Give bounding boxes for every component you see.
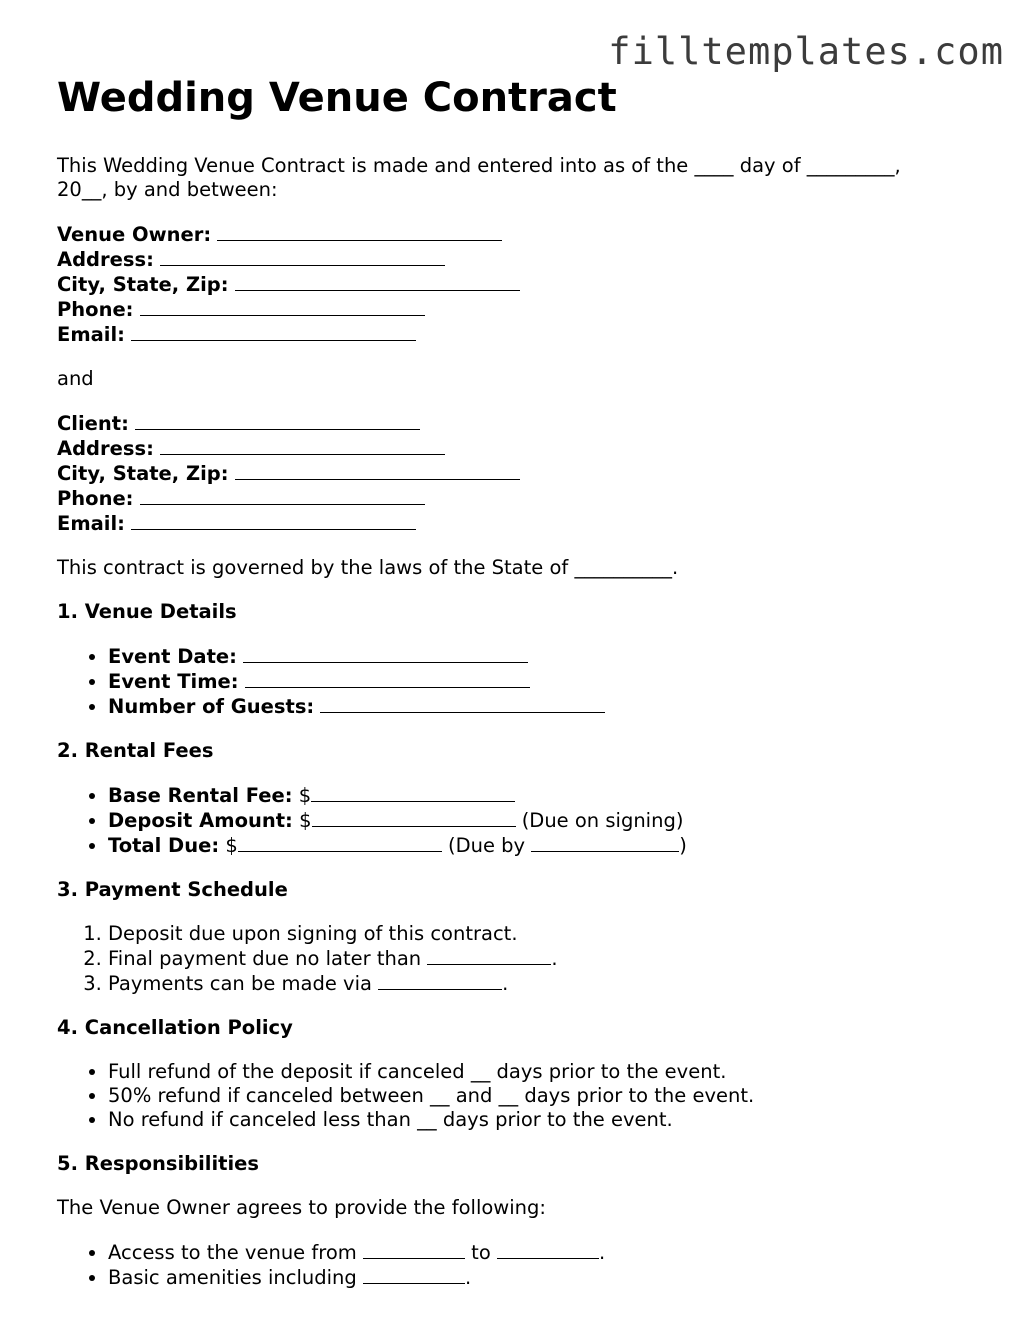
- owner-phone-label: Phone:: [57, 298, 134, 321]
- owner-address-label: Address:: [57, 248, 154, 271]
- payment-item-1-text: Deposit due upon signing of this contract.: [108, 922, 518, 945]
- intro-text-1: This Wedding Venue Contract is made and entered into as of the: [57, 154, 689, 177]
- section-5-heading: 5. Responsibilities: [57, 1152, 259, 1175]
- intro-month-blank: _________: [806, 154, 895, 177]
- cancel-2-text: 50% refund if canceled between: [108, 1084, 424, 1107]
- and-text: and: [57, 367, 94, 390]
- governing-law-end: .: [671, 556, 679, 579]
- event-time-blank[interactable]: [245, 669, 530, 688]
- payment-item-2-end: .: [551, 947, 558, 970]
- governing-law-paragraph: [57, 556, 1007, 580]
- responsibility-item-2: [108, 1265, 1007, 1290]
- responsibility-1-text: Access to the venue from: [108, 1241, 357, 1264]
- client-email-field: [57, 511, 1007, 536]
- responsibility-1-end: .: [598, 1241, 606, 1264]
- base-fee-blank[interactable]: [311, 783, 515, 802]
- client-email-label: Email:: [57, 512, 125, 535]
- document-body: [57, 72, 1007, 1310]
- cancel-2-text-c: days prior to the event.: [524, 1084, 755, 1107]
- watermark: filltemplates.com: [608, 30, 1004, 73]
- guests-blank[interactable]: [320, 694, 605, 713]
- total-due-item: [108, 833, 1007, 858]
- cancellation-list: [57, 1060, 1007, 1132]
- governing-law-state-blank[interactable]: __________: [574, 556, 672, 579]
- intro-day-blank: ____: [694, 154, 734, 177]
- payment-item-2-text: Final payment due no later than: [108, 947, 422, 970]
- rental-fees-list: [57, 783, 1007, 858]
- responsibility-2-text: Basic amenities including: [108, 1266, 357, 1289]
- venue-owner-block: [57, 222, 1007, 347]
- client-name-blank[interactable]: [135, 411, 420, 430]
- section-4-heading: 4. Cancellation Policy: [57, 1016, 293, 1039]
- section-3-heading: 3. Payment Schedule: [57, 878, 288, 901]
- total-due-label: Total Due:: [108, 834, 220, 857]
- owner-address-field: [57, 247, 1007, 272]
- client-phone-field: [57, 486, 1007, 511]
- section-1-heading: 1. Venue Details: [57, 600, 237, 623]
- payment-item-3: [108, 971, 1007, 996]
- total-due-note-open: (Due by: [447, 834, 526, 857]
- payment-schedule-list: [57, 922, 1007, 996]
- base-fee-label: Base Rental Fee:: [108, 784, 293, 807]
- responsibility-2-end: .: [464, 1266, 472, 1289]
- total-due-blank[interactable]: [238, 833, 442, 852]
- cancel-2-blank-2[interactable]: __: [498, 1084, 519, 1107]
- amenities-blank[interactable]: [363, 1265, 465, 1284]
- responsibilities-intro: The Venue Owner agrees to provide the following:: [57, 1196, 546, 1219]
- owner-name-label: Venue Owner:: [57, 223, 212, 246]
- client-phone-blank[interactable]: [140, 486, 425, 505]
- client-address-blank[interactable]: [160, 436, 445, 455]
- total-due-date-blank[interactable]: [531, 833, 679, 852]
- payment-item-3-text: Payments can be made via: [108, 972, 372, 995]
- cancel-1-text: Full refund of the deposit if canceled: [108, 1060, 465, 1083]
- payment-item-2: [108, 946, 1007, 971]
- event-time-item: [108, 669, 1007, 694]
- deposit-label: Deposit Amount:: [108, 809, 293, 832]
- owner-name-field: [57, 222, 1007, 247]
- owner-city-label: City, State, Zip:: [57, 273, 229, 296]
- cancellation-item-3: [108, 1108, 1007, 1132]
- deposit-currency: $: [299, 809, 312, 832]
- event-date-label: Event Date:: [108, 645, 237, 668]
- responsibilities-list: [57, 1240, 1007, 1290]
- total-due-note-close: ): [679, 834, 687, 857]
- client-email-blank[interactable]: [131, 511, 416, 530]
- deposit-blank[interactable]: [312, 808, 516, 827]
- client-city-blank[interactable]: [235, 461, 520, 480]
- event-time-label: Event Time:: [108, 670, 239, 693]
- client-city-field: [57, 461, 1007, 486]
- cancel-1-blank[interactable]: __: [470, 1060, 491, 1083]
- client-address-field: [57, 436, 1007, 461]
- cancellation-item-1: [108, 1060, 1007, 1084]
- guests-label: Number of Guests:: [108, 695, 315, 718]
- client-address-label: Address:: [57, 437, 154, 460]
- base-fee-currency: $: [298, 784, 312, 807]
- intro-paragraph: [57, 154, 1007, 202]
- total-due-currency: $: [225, 834, 238, 857]
- base-fee-item: [108, 783, 1007, 808]
- cancel-2-blank-1[interactable]: __: [430, 1084, 450, 1107]
- owner-email-blank[interactable]: [131, 322, 416, 341]
- client-phone-label: Phone:: [57, 487, 134, 510]
- cancel-3-text: No refund if canceled less than: [108, 1108, 411, 1131]
- cancel-3-blank[interactable]: __: [417, 1108, 437, 1131]
- deposit-note: (Due on signing): [521, 809, 684, 832]
- section-2-heading: 2. Rental Fees: [57, 739, 214, 762]
- payment-item-3-end: .: [502, 972, 509, 995]
- guests-item: [108, 694, 1007, 719]
- responsibility-item-1: [108, 1240, 1007, 1265]
- intro-line-2: 20__, by and between:: [57, 178, 278, 201]
- owner-city-field: [57, 272, 1007, 297]
- owner-email-field: [57, 322, 1007, 347]
- cancel-1-text-b: days prior to the event.: [496, 1060, 727, 1083]
- deposit-item: [108, 808, 1007, 833]
- payment-item-1: [108, 922, 1007, 946]
- client-name-field: [57, 411, 1007, 436]
- event-date-blank[interactable]: [243, 644, 528, 663]
- governing-law-text: This contract is governed by the laws of the State of: [57, 556, 569, 579]
- event-date-item: [108, 644, 1007, 669]
- owner-phone-blank[interactable]: [140, 297, 425, 316]
- access-from-blank[interactable]: [363, 1240, 465, 1259]
- payment-method-blank[interactable]: [378, 971, 502, 990]
- owner-name-blank[interactable]: [217, 222, 502, 241]
- owner-phone-field: [57, 297, 1007, 322]
- cancellation-item-2: [108, 1084, 1007, 1108]
- owner-email-label: Email:: [57, 323, 125, 346]
- responsibility-1-to: to: [471, 1241, 491, 1264]
- client-block: [57, 411, 1007, 536]
- document-title: Wedding Venue Contract: [57, 75, 617, 121]
- client-city-label: City, State, Zip:: [57, 462, 229, 485]
- final-payment-blank[interactable]: [427, 946, 551, 965]
- owner-address-blank[interactable]: [160, 247, 445, 266]
- owner-city-blank[interactable]: [235, 272, 520, 291]
- venue-details-list: [57, 644, 1007, 719]
- cancel-2-and: and: [455, 1084, 493, 1107]
- intro-text-2: day of: [739, 154, 801, 177]
- access-to-blank[interactable]: [497, 1240, 599, 1259]
- cancel-3-text-b: days prior to the event.: [442, 1108, 673, 1131]
- intro-text-3: ,: [894, 154, 901, 177]
- client-name-label: Client:: [57, 412, 129, 435]
